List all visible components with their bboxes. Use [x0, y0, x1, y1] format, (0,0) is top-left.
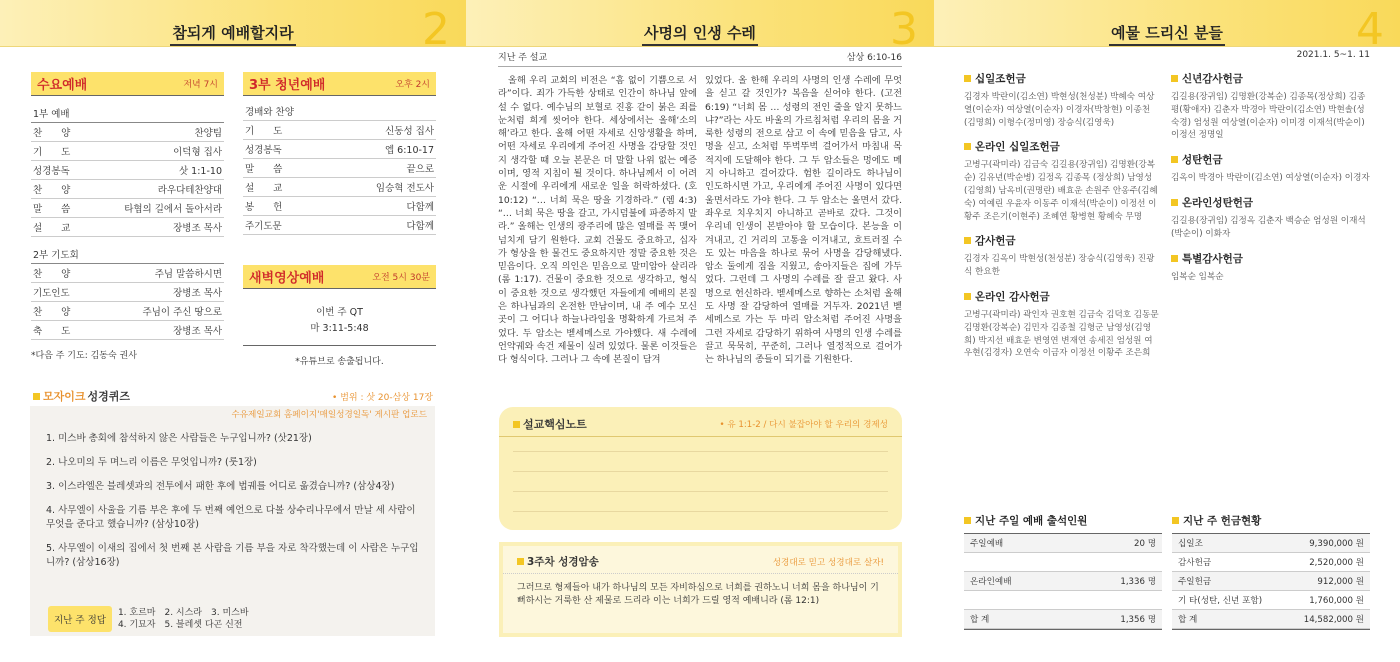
note-line: [513, 511, 888, 512]
quiz-header: [33, 388, 433, 404]
memory-verse-box: [499, 542, 902, 637]
quiz-range: • 범위 : 삿 20-삼상 17장: [332, 392, 433, 403]
table-row: [1172, 591, 1370, 610]
offering-title: 십일조헌금: [975, 73, 1026, 85]
square-icon: [1172, 517, 1179, 524]
square-icon: [33, 393, 40, 400]
answer-line: 1. 호르마 2. 시스라 3. 미스바: [117, 608, 249, 618]
order-row: [31, 161, 224, 180]
page-header: [0, 0, 466, 55]
sermon-note-box: [499, 407, 902, 530]
offering-group: [1171, 71, 1371, 142]
order-list: [243, 102, 436, 235]
table-row: [1172, 572, 1370, 591]
order-label: 말 씀: [33, 204, 71, 215]
table-row: [964, 572, 1162, 591]
order-value: 라우다테찬양대: [157, 185, 222, 196]
row-label: 주일헌금: [1178, 577, 1212, 587]
square-icon: [517, 558, 524, 565]
dawn-service: [243, 265, 436, 367]
note-hint: • 유 1:1-2 / 다시 불잡아야 할 우리의 경제성: [719, 420, 888, 430]
note-title: 설교핵심노트: [523, 418, 587, 431]
table-row: [1172, 534, 1370, 553]
quiz-title: 성경퀴즈: [87, 390, 131, 403]
quiz-list: [30, 432, 435, 570]
order-label: 말 씀: [245, 164, 283, 175]
offering-group: [964, 139, 1160, 223]
offering-group: [1171, 251, 1371, 284]
order-row: [243, 140, 436, 159]
offering-heading: [1171, 251, 1371, 266]
qt-reference: 마 3:11-5:48: [310, 323, 369, 334]
donor-names: 고병구(곽미라) 곽인자 권호현 김금숙 김덕호 김동문 김명환(강복순) 김민자 김종철 김형군 남영성(김영희) 박지선 배효운 변영연 변재연 송세진 엄성원 여우현(김경자) 오연숙 이금자 이정선 이황주 조은희: [964, 309, 1159, 359]
row-value: 1,760,000 원: [1309, 596, 1364, 606]
order-label: 찬 양: [33, 307, 71, 318]
order-label: 설 교: [33, 223, 71, 234]
offering-heading: [1171, 195, 1371, 210]
row-value: 1,356 명: [1120, 615, 1156, 625]
qt-label: 이번 주 QT: [316, 307, 363, 318]
order-label: 찬 양: [33, 185, 71, 196]
order-label: 축 도: [33, 326, 71, 337]
page-number: 4: [1356, 4, 1384, 55]
order-row: [243, 197, 436, 216]
offering-title: 온라인 십일조헌금: [975, 141, 1060, 154]
attendance-table: [964, 513, 1162, 630]
order-row: [243, 121, 436, 140]
attendance-title: 지난 주일 예배 출석인원: [975, 515, 1088, 527]
answer-label: 지난 주 정답: [48, 606, 112, 632]
service-time: 오후 2시: [395, 80, 430, 90]
order-value: 임승혁 전도사: [375, 183, 434, 194]
offering-heading: [964, 289, 1160, 304]
order-row: [31, 321, 224, 340]
offering-title: 성탄헌금: [1182, 154, 1223, 167]
order-row: [243, 216, 436, 235]
page-header: [466, 0, 934, 55]
footnote: *유튜브로 송출됩니다.: [295, 357, 384, 367]
sermon-column-1: 올해 우리 교회의 비전은 “흠 없이 기쁨으로 서라”이다. 죄가 가득한 상태로 인간이 하나님 앞에 설 수 없다. 예수님의 보혈로 진홍 같이 붉은 죄를 눈처럼 희게 씻어야 한다. 세상에서는 올해‘소의 해’라고 한다. 올해 어떤 자세로 신앙생활을 하며, 어떤 자세로 우리에게 주어진 사명을 감당할 것인지 생각할 때 오늘 본문은 더 말할 나위 없는 예증이며, 영적 지침이 될 것이다. 하나님께서 이 어려운 시절에 우리에게 새로운 일을 허락하셨다. (호 10:12) “… 너희 묵은 땅을 기경하라.” (렘 4:3) “… 너희 묵은 땅을 갈고, 가시덤불에 파종하지 말라.” 올해는 인생의 광주리에 많은 열매를 꼭 맺어 넘치게 담기 원한다. 교회 건물도 중요하고, 십자가 형상을 한 물건도 중요하지만 정말 중요한 것은 믿음이다. 오직 의인은 믿음으로 말미암아 살리라 (롬 1:17). 건물이 중요한 것으로 생각하고, 형식이 중요한 것으로 생각했던 자들에게 예배의 본질은 하나님과의 온전한 만남이며, 내 주 예수 모신 곳이 그 어디나 하늘나라임을 명확하게 가르쳐 주었다. 두 암소는 벧세메스로 가야했다. 새 수레에 언약궤와 속건 제물이 실려 있었다. 물론 이것들은 다 형식이다. 그러나 그 속에 본질이 담겨: [498, 75, 697, 366]
table-row: [964, 553, 1162, 572]
page-number: 3: [890, 4, 918, 55]
order-label: 봉 헌: [245, 202, 283, 213]
sermon-label: 지난 주 설교: [498, 53, 548, 63]
square-icon: [1171, 199, 1178, 206]
table-row: [1172, 610, 1370, 629]
order-value: 다함께: [406, 202, 434, 213]
page-title: 참되게 예배할지라: [170, 24, 295, 46]
quiz-logo: 모자이크: [43, 390, 86, 403]
offering-title: 온라인성탄헌금: [1182, 196, 1254, 209]
service-name: 수요예배: [37, 78, 88, 93]
service-name: 새벽영상예배: [249, 271, 325, 286]
order-row: [31, 142, 224, 161]
order-value: 다함께: [406, 221, 434, 232]
order-list: [31, 245, 224, 340]
square-icon: [1171, 75, 1178, 82]
order-row: [243, 178, 436, 197]
square-icon: [964, 517, 971, 524]
row-value: 14,582,000 원: [1303, 615, 1364, 625]
quiz-item: 3. 이스라엘은 블레셋과의 전투에서 패한 후에 법궤를 어디로 옮겼습니까? (삼상4장): [46, 481, 395, 492]
order-row: [31, 264, 224, 283]
order-value: 신동성 집사: [385, 126, 434, 137]
offering-title: 신년감사헌금: [1182, 73, 1243, 85]
section-subtitle: 1부 예배: [31, 104, 224, 123]
donor-names: 김길용(장귀임) 김명환(강복순) 김종목(정상희) 김종평(황애자) 김춘자 박경아 박란이(김소연) 박현솔(성숙경) 엄성원 여상열(이순자) 이미경 이재석(박순이) 이정선 정명일: [1171, 92, 1366, 141]
section-subtitle: 2부 기도회: [31, 245, 224, 264]
order-label: 성경봉독: [33, 166, 70, 177]
order-label: 설 교: [245, 183, 283, 194]
offering-total-table: [1172, 513, 1370, 630]
date-range: 2021.1. 5~1. 11: [1296, 50, 1370, 60]
order-list: [31, 104, 224, 237]
memory-hint: 성경대로 믿고 성경대로 살자!: [772, 557, 884, 568]
order-row: [31, 199, 224, 218]
square-icon: [1171, 255, 1178, 262]
order-value: 끝으로: [406, 164, 434, 175]
order-label: 주기도문: [245, 221, 282, 232]
square-icon: [964, 237, 971, 244]
square-icon: [964, 143, 971, 150]
order-value: 찬양팀: [194, 128, 222, 139]
note-line: [513, 471, 888, 472]
quiz-item: 1. 미스바 총회에 참석하지 않은 사람들은 누구입니까? (삿21장): [46, 433, 312, 444]
donor-names: 고병구(곽미라) 김금숙 김길용(장귀임) 김명환(강복순) 김유년(박순병) 김정옥 김종목 (정상희) 남영성(김영희) 남옥비(권명란) 배효운 손원주 안옹주(김혜숙) 여예린 우윤자 이동주 이재석(박순이) 이정선 이황주 조은기(이현주) 조혜연 황병현 황혜숙 무명: [964, 160, 1158, 222]
sermon-reference: 삼상 6:10-16: [846, 53, 902, 63]
note-line: [513, 451, 888, 452]
page-number: 2: [422, 4, 450, 55]
offering-group: [964, 233, 1160, 279]
offering-list-right: [1171, 71, 1371, 293]
order-label: 성경봉독: [245, 145, 282, 156]
wednesday-service: [31, 72, 224, 361]
offering-group: [1171, 195, 1371, 241]
answer-line: 4. 기묘자 5. 블레셋 다곤 신전: [117, 620, 243, 630]
order-label: 기 도: [245, 126, 283, 137]
service-time: 오전 5시 30분: [372, 273, 430, 283]
offering-heading: [1171, 152, 1371, 167]
donor-names: 김길용(장귀임) 김정옥 김춘자 백승순 엄성원 이재석(박순이) 이화자: [1171, 215, 1366, 239]
order-row: [31, 218, 224, 237]
order-row: [243, 102, 436, 121]
offering-heading: [1171, 71, 1371, 86]
footnote: *다음 주 기도: 김동숙 권사: [31, 351, 137, 361]
order-label: 기도인도: [33, 288, 70, 299]
offering-total-title: 지난 주 헌금현황: [1183, 515, 1262, 527]
row-value: 1,336 명: [1120, 577, 1156, 587]
row-label: 감사헌금: [1178, 558, 1212, 568]
order-value: 이덕형 집사: [173, 147, 222, 158]
table-row: [1172, 553, 1370, 572]
youth-service: [243, 72, 436, 235]
sermon-column-2: 있었다. 올 한해 우리의 사명의 인생 수레에 무엇을 싣고 갈 것인가? 복음을 싣어야 한다. (고전 6:19) “너희 몸 … 성령의 전인 줄을 알지 못하느냐?”라는 사도 바울의 가르침처럼 우리의 몸을 거룩한 성령의 전으로 삼고 이 속에 믿음을 담고, 사명을 싣고, 소처럼 뚜벅뚜벅 걸어가서 마침내 목적지에 도달해야 한다. 그 두 암소들은 멍에도 메지 아니하고 걸어갔다. 험한 길이라도 하나님이 인도하시면 가고, 우리에게 주어진 사명이 있다면 울면서라도 가야 한다. 그 두 암소는 울면서 갔다. 좌우로 치우치지 아니하고 곧바로 갔다. 그것이 우리네 인생이 본받아야 할 모습이다. 본능을 이겨내고, 긴 거리의 고통을 이겨내고, 흐트러질 수도 있는 마음을 하나로 묶어 사명을 감당해냈다. 암소 둘에게 짐을 지웠고, 송아지들은 집에 가두었다. 그런데 그 사명의 수레를 잘 끌고 왔다. 사명으로 헌신하라. 벧세메스로 향하는 소처럼 올해도 사명 잘 감당하여 열매를 거두자. 2021년 벧세메스로 가는 두 마리 암소처럼 주어진 사명을 그런 자세로 감당하기 위하여 사명의 인생 수레를 끌고 묵묵히, 꾸준히, 그러나 열정적으로 걸어가는 하나님의 종들이 되기를 기원한다.: [705, 75, 902, 366]
offering-group: [1171, 152, 1371, 185]
quiz-item: 2. 나오미의 두 며느리 이름은 무엇입니까? (룻1장): [46, 457, 257, 468]
offering-title: 감사헌금: [975, 235, 1016, 248]
table-row: [964, 610, 1162, 629]
order-label: 찬 양: [33, 269, 71, 280]
order-row: [31, 180, 224, 199]
order-value: 타협의 길에서 돌아서라: [124, 204, 222, 215]
row-value: 9,390,000 원: [1309, 539, 1364, 549]
answers: [48, 606, 249, 632]
page-offerings: [934, 0, 1400, 662]
sermon-header: [498, 50, 902, 67]
offering-heading: [964, 71, 1160, 86]
offering-title: 온라인 감사헌금: [975, 290, 1050, 303]
order-row: [31, 302, 224, 321]
order-label: 찬 양: [33, 128, 71, 139]
offering-list-left: [964, 71, 1160, 370]
note-line: [513, 491, 888, 492]
order-value: 장병조 목사: [173, 326, 222, 337]
page-title: 사명의 인생 수레: [642, 24, 758, 46]
donor-names: 임복순 임복순: [1171, 271, 1224, 282]
row-label: 온라인예배: [970, 577, 1012, 587]
quiz-item: 5. 사무엘이 이새의 집에서 첫 번째 본 사람을 기름 부을 자로 착각했는데 이 사람은 누구입니까? (삼상16장): [46, 543, 419, 568]
service-name: 3부 청년예배: [249, 78, 326, 93]
order-value: 주님이 주신 땅으로: [142, 307, 222, 318]
donor-names: 김옥이 박경아 박란이(김소연) 여상열(이순자) 이경자: [1171, 173, 1370, 184]
table-row: [964, 591, 1162, 610]
row-label: 십일조: [1178, 539, 1203, 549]
quiz-source: 수유제일교회 홈페이지'매일성경일독' 게시판 업로드: [231, 410, 427, 420]
row-value: 912,000 원: [1317, 577, 1364, 587]
offering-group: [964, 71, 1160, 129]
donor-names: 김경자 김옥이 박현성(천성분) 장승식(김영욱) 진광식 한요한: [964, 254, 1155, 278]
square-icon: [964, 75, 971, 82]
row-label: 기 타(성탄, 신년 포함): [1178, 596, 1263, 606]
donor-names: 김경자 박란이(김소연) 박현성(천성분) 박혜숙 여상열(이순자) 여상열(이순자) 이경자(박창현) 이종천(김명희) 이형수(정미영) 장승식(김영욱): [964, 92, 1155, 128]
row-label: 주일예배: [970, 539, 1004, 549]
quiz-box: [30, 406, 435, 636]
order-row: [243, 159, 436, 178]
square-icon: [1171, 156, 1178, 163]
row-label: 합 계: [1178, 615, 1198, 625]
order-row: [31, 283, 224, 302]
row-value: 2,520,000 원: [1309, 558, 1364, 568]
offering-title: 특별감사헌금: [1182, 252, 1243, 265]
memory-title: 3주차 성경암송: [527, 556, 599, 568]
order-label: 경배와 찬양: [245, 107, 294, 118]
row-value: 20 명: [1134, 539, 1156, 549]
quiz-item: 4. 사무엘이 사울을 기름 부은 후에 두 번째 예언으로 다볼 상수리나무에서 만날 세 사람이 무엇을 준다고 했습니까? (삼상10장): [46, 505, 416, 530]
order-label: 기 도: [33, 147, 71, 158]
order-row: [31, 123, 224, 142]
order-value: 엡 6:10-17: [384, 145, 434, 156]
order-value: 주님 말씀하시면: [154, 269, 222, 280]
service-time: 저녁 7시: [183, 80, 218, 90]
page-worship: [0, 0, 466, 662]
square-icon: [513, 421, 520, 428]
order-value: 장병조 목사: [173, 288, 222, 299]
table-row: [964, 534, 1162, 553]
square-icon: [964, 293, 971, 300]
offering-heading: [964, 139, 1160, 154]
order-value: 삿 1:1-10: [178, 166, 222, 177]
offering-group: [964, 289, 1160, 360]
offering-heading: [964, 233, 1160, 248]
memory-text: 그러므로 형제들아 내가 하나님의 모든 자비하심으로 너희를 권하노니 너희 몸을 하나님이 기뻐하시는 거룩한 산 제물로 드리라 이는 너희가 드릴 영적 예배니라 (롬 12:1): [517, 583, 879, 606]
row-label: 합 계: [970, 615, 990, 625]
page-title: 예물 드리신 분들: [1109, 24, 1225, 46]
order-value: 장병조 목사: [173, 223, 222, 234]
